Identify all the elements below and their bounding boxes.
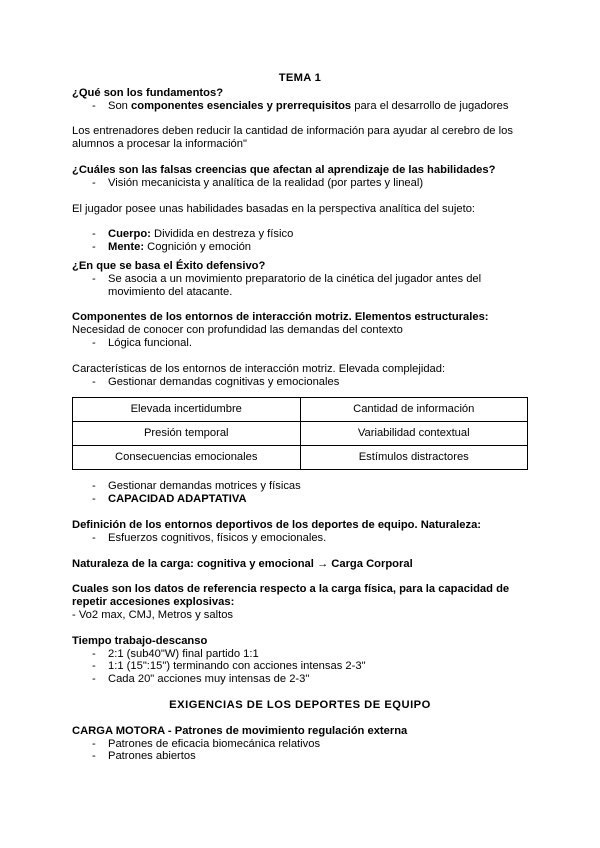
list-item: - Gestionar demandas motrices y físicas — [72, 480, 528, 493]
heading-fundamentos: ¿Qué son los fundamentos? — [72, 86, 224, 99]
list-item — [72, 100, 528, 113]
list-item: - Patrones de eficacia biomecánica relativos — [72, 738, 528, 751]
list-fundamentos — [72, 100, 528, 113]
bold-span: componentes esenciales y prerrequisitos — [131, 99, 352, 112]
list-cuerpo-mente — [72, 228, 528, 254]
list-item: - Lógica funcional. — [72, 337, 528, 350]
table-cell: Presión temporal — [73, 422, 301, 446]
text-span: Dividida en destreza y físico — [150, 228, 294, 241]
document-title: TEMA 1 — [278, 72, 322, 84]
list-item: - Gestionar demandas cognitivas y emocionales — [72, 376, 528, 389]
list-item: - 2:1 (sub40"W) final partido 1:1 — [72, 648, 528, 661]
list-item: - Cada 20" acciones muy intensas de 2-3" — [72, 673, 528, 686]
table-row — [73, 446, 528, 470]
list-item: - Visión mecanicista y analítica de la realidad (por partes y lineal) — [72, 177, 528, 190]
paragraph-entrenadores: Los entrenadores deben reducir la cantidad de información para ayudar al cerebro de los alumnos a procesar la información" — [72, 125, 513, 151]
list-logica — [72, 337, 528, 350]
list-item — [72, 228, 528, 241]
list-item — [72, 493, 528, 506]
table-cell: Estímulos distractores — [300, 446, 528, 470]
section-title-exigencias: EXIGENCIAS DE LOS DEPORTES DE EQUIPO — [169, 698, 431, 711]
text-span: para el desarrollo de jugadores — [351, 99, 509, 112]
list-item — [72, 241, 528, 254]
table-row — [73, 422, 528, 446]
paragraph-vo2: - Vo2 max, CMJ, Metros y saltos — [72, 608, 234, 621]
heading-exito-defensivo: ¿En que se basa el Éxito defensivo? — [72, 259, 266, 272]
table-cell: Cantidad de información — [300, 398, 528, 422]
complexity-table — [72, 397, 528, 470]
heading-componentes: Componentes de los entornos de interacción motriz. Elementos estructurales: — [72, 311, 489, 324]
heading-carga-motora: CARGA MOTORA - Patrones de movimiento regulación externa — [72, 724, 408, 737]
bold-span: CAPACIDAD ADAPTATIVA — [108, 493, 247, 506]
list-esfuerzos — [72, 532, 528, 545]
list-falsas-creencias — [72, 177, 528, 190]
table-cell: Variabilidad contextual — [300, 422, 528, 446]
document-page — [72, 72, 528, 763]
table-cell: Consecuencias emocionales — [73, 446, 301, 470]
list-item: - Patrones abiertos — [72, 750, 528, 763]
list-gestionar-cognitivas — [72, 376, 528, 389]
list-item: - 1:1 (15":15") terminando con acciones intensas 2-3" — [72, 660, 528, 673]
table-cell: Elevada incertidumbre — [73, 398, 301, 422]
list-exito-defensivo — [72, 273, 528, 299]
list-capacidad — [72, 480, 528, 506]
bold-span: Mente: — [108, 241, 145, 254]
text-span: Son — [108, 99, 132, 112]
list-item: - Esfuerzos cognitivos, físicos y emocionales. — [72, 532, 528, 545]
bold-span: Cuerpo: — [108, 228, 151, 241]
paragraph-habilidades: El jugador posee unas habilidades basadas en la perspectiva analítica del sujeto: — [72, 202, 476, 215]
heading-trabajo-descanso: Tiempo trabajo-descanso — [72, 634, 208, 647]
heading-datos-referencia: Cuales son los datos de referencia respecto a la carga física, para la capacidad de repetir accesiones explosivas: — [72, 583, 510, 609]
paragraph-necesidad: Necesidad de conocer con profundidad las demandas del contexto — [72, 324, 403, 337]
heading-falsas-creencias: ¿Cuáles son las falsas creencias que afectan al aprendizaje de las habilidades? — [72, 163, 496, 176]
list-patrones — [72, 738, 528, 764]
table-row — [73, 398, 528, 422]
text-span: Cognición y emoción — [144, 241, 252, 254]
list-item: - Se asocia a un movimiento preparatorio de la cinética del jugador antes del movimiento del atacante. — [72, 273, 528, 299]
heading-naturaleza-carga: Naturaleza de la carga: cognitiva y emocional → Carga Corporal — [72, 557, 413, 570]
paragraph-caracteristicas: Características de los entornos de interacción motriz. Elevada complejidad: — [72, 362, 446, 375]
heading-definicion: Definición de los entornos deportivos de los deportes de equipo. Naturaleza: — [72, 518, 482, 531]
list-trabajo-descanso — [72, 648, 528, 686]
